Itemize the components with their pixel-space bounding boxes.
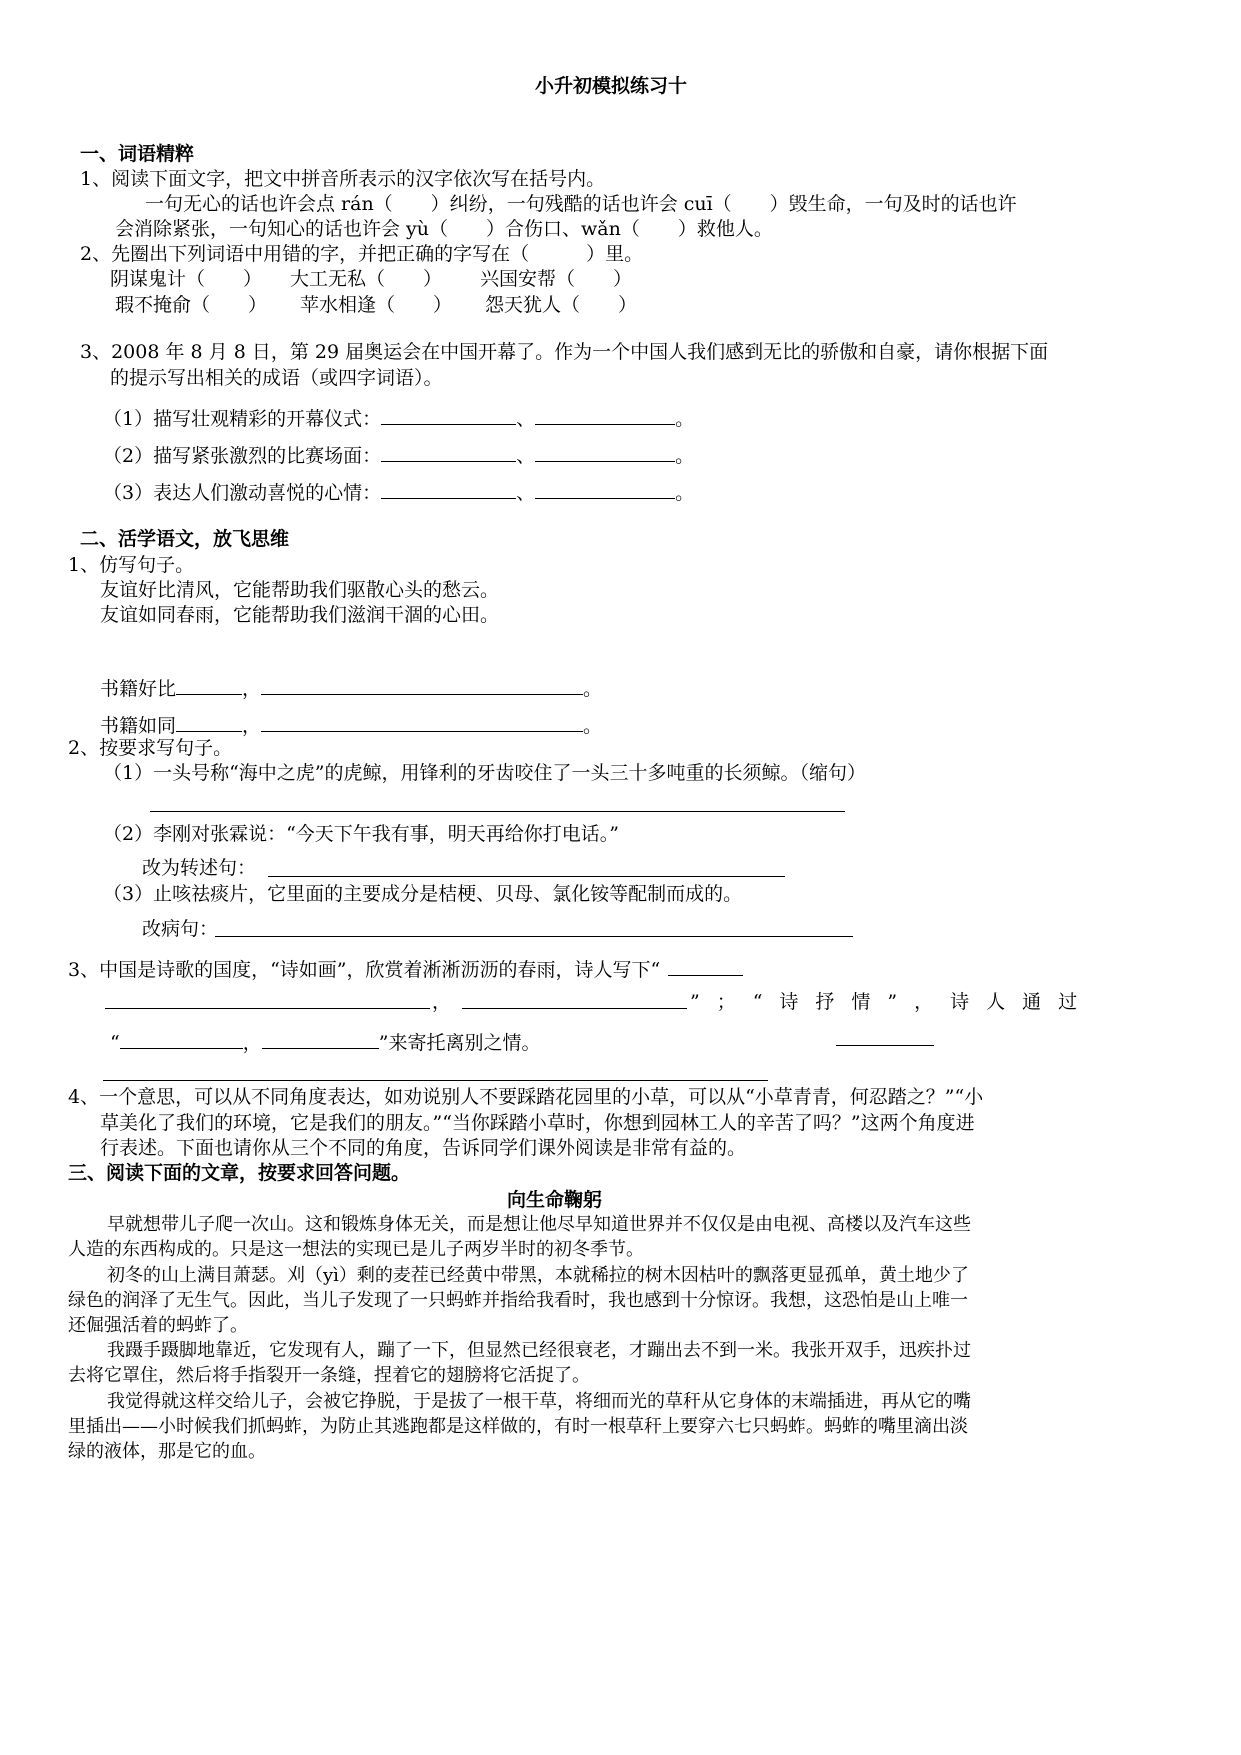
answer-blank[interactable] <box>535 404 675 425</box>
s2-q4-line2: 草美化了我们的环境，它是我们的朋友。”“当你踩踏小草时，你想到园林工人的辛苦了吗？”这两个角度进 <box>100 1112 975 1134</box>
s1-q3-item-2 <box>103 441 694 468</box>
s2-q2-p2-answer-label: 改为转述句： <box>142 857 257 879</box>
article-paragraph-line: 去将它罩住，然后将手指裂开一条缝，捏着它的翅膀将它活捉了。 <box>68 1365 590 1386</box>
answer-line[interactable] <box>462 1008 687 1009</box>
s1-q2-item: 阴谋鬼计（ ） <box>110 268 263 290</box>
s1-q1-line1: 一句无心的话也许会点 rán（ ）纠纷，一句残酷的话也许会 cuī（ ）毁生命，一句及时的话也许 <box>145 193 1017 215</box>
s1-q2-prompt: 2、先圈出下列词语中用错的字，并把正确的字写在（ ）里。 <box>80 243 644 265</box>
s2-q3-line3 <box>110 1028 540 1055</box>
s1-q3-item-label: （1）描写壮观精彩的开幕仪式： <box>103 408 382 430</box>
article-paragraph-line: 我蹑手蹑脚地靠近，它发现有人，蹦了一下，但显然已经很衰老，才蹦出去不到一米。我张开双手，迅疾扑过 <box>107 1340 971 1361</box>
article-paragraph-line: 绿色的润泽了无生气。因此，当儿子发现了一只蚂蚱并指给我看时，我也感到十分惊讶。我想，这恐怕是山上唯一 <box>68 1290 968 1311</box>
s2-q2-prompt: 2、按要求写句子。 <box>68 737 233 759</box>
answer-line[interactable] <box>150 811 845 812</box>
s2-q4-line3: 行表述。下面也请你从三个不同的角度，告诉同学们课外阅读是非常有益的。 <box>100 1137 747 1159</box>
answer-line[interactable] <box>103 1080 768 1081</box>
section-2-heading: 二、活学语文，放飞思维 <box>80 528 290 550</box>
article-paragraph-line: 里插出——小时候我们抓蚂蚱，为防止其逃跑都是这样做的，有时一根草秆上要穿六七只蚂蚱。蚂蚱的嘴里滴出淡 <box>68 1416 968 1437</box>
s2-q1-example-1: 友谊好比清风，它能帮助我们驱散心头的愁云。 <box>100 579 500 601</box>
s2-q3-mid: ”；“诗抒情”，诗人通过 <box>690 991 1095 1013</box>
answer-label: 书籍如同 <box>100 715 177 737</box>
s1-q3-prompt-line1: 3、2008 年 8 月 8 日，第 29 届奥运会在中国开幕了。作为一个中国人我们感到无比的骄傲和自豪，请你根据下面 <box>80 341 1049 363</box>
s1-q2-item: 瑕不掩俞（ ） <box>115 294 268 316</box>
open-quote: “ <box>110 1032 120 1054</box>
section-3-heading: 三、阅读下面的文章，按要求回答问题。 <box>68 1162 411 1184</box>
answer-blank[interactable] <box>261 711 583 732</box>
answer-line[interactable] <box>215 936 853 937</box>
answer-blank[interactable] <box>535 441 675 462</box>
section-1-heading: 一、词语精粹 <box>80 143 195 165</box>
s1-q1-prompt: 1、阅读下面文字，把文中拼音所表示的汉字依次写在括号内。 <box>80 168 606 190</box>
period: 。 <box>675 408 695 430</box>
article-paragraph-line: 我觉得就这样交给儿子，会被它挣脱，于是拔了一根干草，将细而光的草秆从它身体的末端插进，再从它的嘴 <box>107 1391 971 1412</box>
s2-q2-p3-answer-label: 改病句： <box>142 918 219 940</box>
article-title: 向生命鞠躬 <box>507 1189 603 1211</box>
answer-blank[interactable] <box>381 441 516 462</box>
s1-q3-item-label: （2）描写紧张激烈的比赛场面： <box>103 445 382 467</box>
s1-q2-item: 兴国安帮（ ） <box>480 268 633 290</box>
separator: 、 <box>516 408 536 430</box>
period: 。 <box>675 482 695 504</box>
s1-q3-prompt-line2: 的提示写出相关的成语（或四字词语）。 <box>110 367 443 389</box>
answer-blank[interactable] <box>668 955 743 976</box>
comma: ， <box>242 715 262 737</box>
s2-q1-answer-1 <box>100 674 602 701</box>
article-paragraph-line: 绿的液体，那是它的血。 <box>68 1441 266 1462</box>
page-title: 小升初模拟练习十 <box>535 75 688 97</box>
s2-q1-prompt: 1、仿写句子。 <box>68 554 195 576</box>
s1-q3-item-label: （3）表达人们激动喜悦的心情： <box>103 482 382 504</box>
s1-q3-item-3 <box>103 478 694 505</box>
s2-q4-line1: 4、一个意思，可以从不同角度表达，如劝说别人不要踩踏花园里的小草，可以从“小草青青，何忍踏之？”“小 <box>68 1086 984 1108</box>
answer-blank[interactable] <box>176 674 242 695</box>
answer-label: 书籍好比 <box>100 678 177 700</box>
s1-q2-item: 怨天犹人（ ） <box>485 294 638 316</box>
answer-line[interactable] <box>268 876 785 877</box>
s2-q3-comma: ， <box>432 991 452 1013</box>
comma: ， <box>242 1032 262 1054</box>
answer-blank[interactable] <box>261 674 583 695</box>
s1-q2-item: 大工无私（ ） <box>290 268 443 290</box>
s2-q1-answer-2 <box>100 711 602 738</box>
s2-q3-tail: ”来寄托离别之情。 <box>378 1032 541 1054</box>
answer-line[interactable] <box>836 1045 934 1046</box>
s2-q3-text: 3、中国是诗歌的国度，“诗如画”，欣赏着淅淅沥沥的春雨，诗人写下“ <box>68 959 661 981</box>
answer-blank[interactable] <box>381 478 516 499</box>
answer-blank[interactable] <box>262 1028 379 1049</box>
s2-q2-p3: （3）止咳祛痰片，它里面的主要成分是桔梗、贝母、氯化铵等配制而成的。 <box>103 883 743 905</box>
article-paragraph-line: 人造的东西构成的。只是这一想法的实现已是儿子两岁半时的初冬季节。 <box>68 1239 644 1260</box>
answer-blank[interactable] <box>535 478 675 499</box>
comma: ， <box>242 678 262 700</box>
s1-q3-item-1 <box>103 404 694 431</box>
article-paragraph-line: 初冬的山上满目萧瑟。刈（yì）剩的麦茬已经黄中带黑，本就稀拉的树木因枯叶的飘落更显孤单，黄土地少了 <box>107 1265 969 1286</box>
s2-q2-p1: （1）一头号称“海中之虎”的虎鲸，用锋利的牙齿咬住了一头三十多吨重的长须鲸。（缩句） <box>103 762 867 784</box>
s2-q2-p2: （2）李刚对张霖说：“今天下午我有事，明天再给你打电话。” <box>103 823 620 845</box>
period: 。 <box>583 678 603 700</box>
answer-blank[interactable] <box>176 711 242 732</box>
s1-q2-item: 苹水相逢（ ） <box>300 294 453 316</box>
period: 。 <box>675 445 695 467</box>
s1-q1-line2: 会消除紧张，一句知心的话也许会 yù（ ）合伤口、wǎn（ ）救他人。 <box>115 218 773 240</box>
article-paragraph-line: 早就想带儿子爬一次山。这和锻炼身体无关，而是想让他尽早知道世界并不仅仅是由电视、高楼以及汽车这些 <box>107 1214 971 1235</box>
s2-q3-line1 <box>68 955 743 982</box>
answer-line[interactable] <box>105 1008 430 1009</box>
answer-blank[interactable] <box>120 1028 243 1049</box>
article-paragraph-line: 还倔强活着的蚂蚱了。 <box>68 1315 248 1336</box>
separator: 、 <box>516 482 536 504</box>
s2-q1-example-2: 友谊如同春雨，它能帮助我们滋润干涸的心田。 <box>100 604 500 626</box>
period: 。 <box>583 715 603 737</box>
separator: 、 <box>516 445 536 467</box>
answer-blank[interactable] <box>381 404 516 425</box>
